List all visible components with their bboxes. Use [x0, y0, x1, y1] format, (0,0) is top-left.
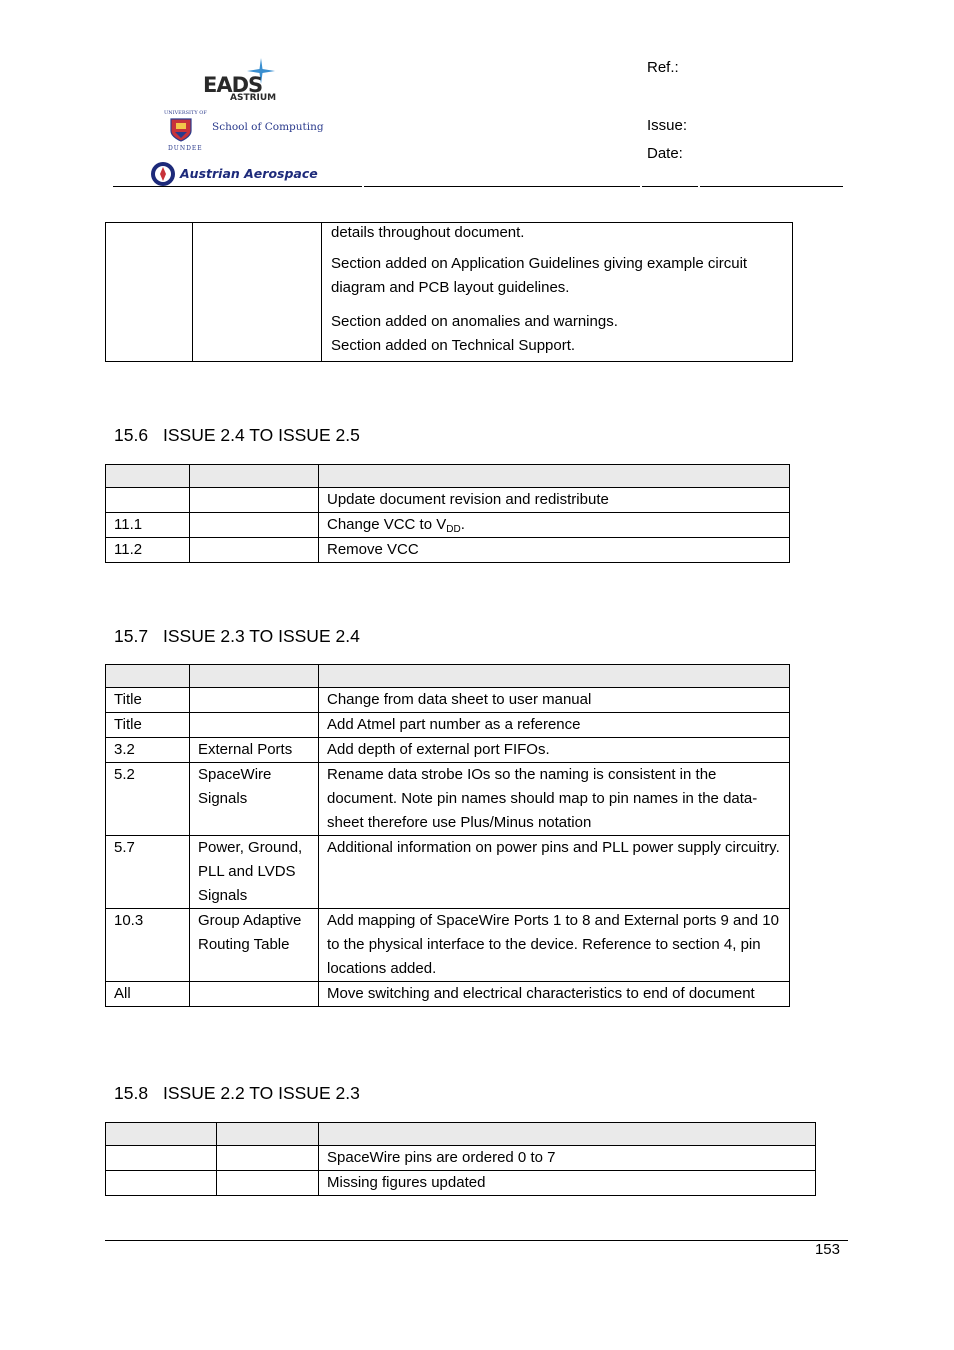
header-cell	[217, 1123, 319, 1146]
heading-cell	[193, 223, 322, 362]
heading-cell	[217, 1146, 319, 1171]
table-header-row	[106, 1123, 816, 1146]
table-row	[106, 836, 790, 909]
section-number: 15.7	[114, 626, 149, 646]
table-row	[106, 513, 790, 538]
eads-wordmark: EADS	[203, 73, 263, 97]
section-cell: 10.3	[106, 909, 190, 982]
change-cell	[322, 223, 793, 362]
header-rule-2	[364, 186, 640, 187]
section-title: ISSUE 2.2 TO ISSUE 2.3	[163, 1083, 360, 1103]
change-line: Section added on anomalies and warnings.	[331, 313, 618, 330]
header-cell	[106, 465, 190, 488]
revision-table-15-8	[105, 1122, 816, 1196]
eads-astrium-logo	[203, 58, 283, 104]
dundee-logo	[150, 108, 335, 156]
heading-cell	[190, 713, 319, 738]
table-row	[106, 488, 790, 513]
heading-cell	[190, 982, 319, 1007]
aerospace-emblem-icon	[150, 161, 176, 187]
school-of-computing-text: School of Computing	[212, 121, 324, 133]
heading-cell	[217, 1171, 319, 1196]
heading-cell: External Ports	[190, 738, 319, 763]
header-rule-1	[113, 186, 362, 187]
table-header-row	[106, 665, 790, 688]
table-row	[106, 688, 790, 713]
dundee-crest-icon	[170, 118, 192, 142]
change-cell: Add mapping of SpaceWire Ports 1 to 8 and External ports 9 and 10 to the physical interface to the device. Reference to section 4, pin locations added.	[319, 909, 790, 982]
table-row	[106, 1146, 816, 1171]
section-cell: Title	[106, 713, 190, 738]
table-row	[106, 738, 790, 763]
header-cell	[106, 1123, 217, 1146]
subscript-dd: DD	[446, 524, 461, 535]
table-row	[106, 909, 790, 982]
section-cell	[106, 488, 190, 513]
austrian-aerospace-logo	[150, 160, 335, 188]
change-cell: Remove VCC	[319, 538, 790, 563]
section-cell	[106, 1146, 217, 1171]
change-cell	[319, 513, 790, 538]
heading-cell	[190, 488, 319, 513]
change-line: Section added on Application Guidelines giving example circuit diagram and PCB layout guidelines.	[331, 255, 748, 296]
change-line: details throughout document.	[331, 224, 525, 241]
change-cell: Rename data strobe IOs so the naming is consistent in the document. Note pin names should map to pin names in the data-sheet therefore use Plus/Minus notation	[319, 763, 790, 836]
table-row	[106, 982, 790, 1007]
heading-cell: Group Adaptive Routing Table	[190, 909, 319, 982]
header-cell	[190, 465, 319, 488]
change-cell: Update document revision and redistribute	[319, 488, 790, 513]
change-line: Section added on Technical Support.	[331, 337, 576, 354]
header	[0, 0, 954, 190]
header-cell	[106, 665, 190, 688]
footer-rule	[105, 1240, 848, 1241]
section-title: ISSUE 2.4 TO ISSUE 2.5	[163, 425, 360, 445]
section-heading-15-8	[114, 1083, 360, 1104]
dundee-university-arc: UNIVERSITY OF	[164, 110, 207, 116]
table-row	[106, 1171, 816, 1196]
dundee-text: DUNDEE	[168, 145, 203, 152]
continuation-table	[105, 222, 793, 362]
table-row	[106, 763, 790, 836]
header-rule-3	[642, 186, 698, 187]
header-cell	[319, 665, 790, 688]
section-number: 15.8	[114, 1083, 149, 1103]
heading-cell	[190, 538, 319, 563]
heading-cell: Power, Ground, PLL and LVDS Signals	[190, 836, 319, 909]
header-rule-4	[700, 186, 843, 187]
header-cell	[190, 665, 319, 688]
table-row	[106, 223, 793, 362]
section-heading-15-7	[114, 626, 360, 647]
heading-cell	[190, 688, 319, 713]
section-number: 15.6	[114, 425, 149, 445]
revision-table-15-7	[105, 664, 790, 1007]
table-header-row	[106, 465, 790, 488]
header-cell	[319, 465, 790, 488]
table-row	[106, 713, 790, 738]
section-cell: Title	[106, 688, 190, 713]
change-cell: Add Atmel part number as a reference	[319, 713, 790, 738]
page-number: 153	[814, 1241, 840, 1258]
heading-cell	[190, 513, 319, 538]
change-text: Change VCC to V	[327, 516, 447, 533]
change-cell: SpaceWire pins are ordered 0 to 7	[319, 1146, 816, 1171]
astrium-wordmark: ASTRIUM	[230, 93, 277, 103]
date-label: Date:	[647, 145, 683, 162]
austrian-aerospace-text: Austrian Aerospace	[180, 166, 318, 181]
section-cell	[106, 1171, 217, 1196]
issue-label: Issue:	[647, 117, 688, 134]
section-cell: 5.7	[106, 836, 190, 909]
section-cell	[106, 223, 193, 362]
section-cell: All	[106, 982, 190, 1007]
section-heading-15-6	[114, 425, 360, 446]
change-cell: Add depth of external port FIFOs.	[319, 738, 790, 763]
revision-table-15-6	[105, 464, 790, 563]
section-cell: 3.2	[106, 738, 190, 763]
section-cell: 5.2	[106, 763, 190, 836]
change-cell: Change from data sheet to user manual	[319, 688, 790, 713]
ref-label: Ref.:	[647, 59, 679, 76]
heading-cell: SpaceWire Signals	[190, 763, 319, 836]
change-cell: Missing figures updated	[319, 1171, 816, 1196]
header-cell	[319, 1123, 816, 1146]
section-cell: 11.1	[106, 513, 190, 538]
change-cell: Additional information on power pins and PLL power supply circuitry.	[319, 836, 790, 909]
change-text-end: .	[460, 516, 465, 533]
table-row	[106, 538, 790, 563]
section-cell: 11.2	[106, 538, 190, 563]
change-cell: Move switching and electrical characteristics to end of document	[319, 982, 790, 1007]
section-title: ISSUE 2.3 TO ISSUE 2.4	[163, 626, 360, 646]
